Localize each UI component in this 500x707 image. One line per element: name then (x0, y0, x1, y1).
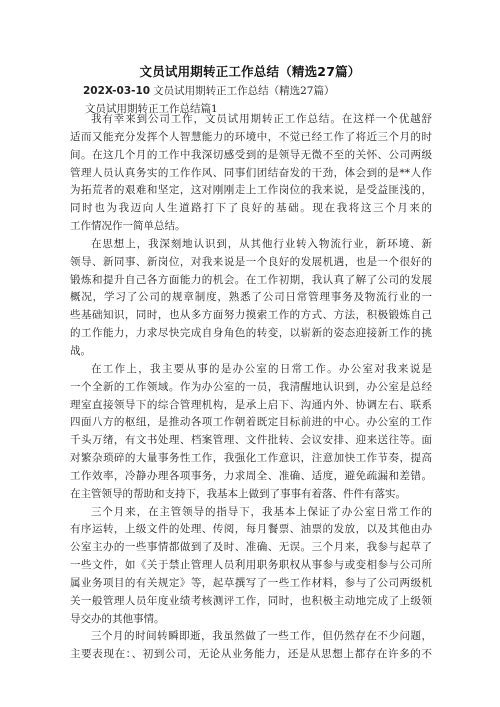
body-line: 的工作能力，力求尽快完成自身角色的转变，以崭新的姿态迎接新工作的挑 (70, 327, 432, 340)
body-line: 对繁杂琐碎的大量事务性工作，我强化工作意识，注意加快工作节奏，提高 (70, 452, 432, 465)
body-line: 在工作上，我主要从事的是办公室的日常工作。办公室对我来说是 (91, 362, 432, 375)
document-body (70, 111, 432, 664)
body-line: 千头万绪，有文书处理、档案管理、文件批转、会议安排、迎来送往等。面 (70, 434, 432, 447)
body-line: 公室主办的一些事情都做到了及时、准确、无误。三个月来，我参与起草了 (70, 541, 432, 554)
body-line: 在思想上，我深刻地认识到，从其他行业转入物流行业，新环境、新 (91, 237, 432, 250)
body-line: 领导、新同事、新岗位，对我来说是一个良好的发展机遇，也是一个很好的 (70, 255, 432, 268)
body-line: 间。在这几个月的工作中我深切感受到的是领导无微不至的关怀、公司两级 (70, 148, 432, 161)
body-line: 三个月来，在主管领导的指导下，我基本上保证了办公室日常工作的 (91, 505, 432, 518)
body-line: 关一般管理人员年度业绩考核测评工作，同时，也积极主动地完成了上级领 (70, 594, 432, 607)
meta-title: 文员试用期转正工作总结（精选27篇） (153, 85, 335, 97)
body-line: 理室直接领导下的综合管理机构，是承上启下、沟通内外、协调左右、联系 (70, 398, 432, 411)
body-line: 概况，学习了公司的规章制度，熟悉了公司日常管理事务及物流行业的一 (70, 291, 432, 304)
body-line: 锻炼和提升自己各方面能力的机会。在工作初期，我认真了解了公司的发展 (70, 273, 432, 286)
body-line: 我有幸来到公司工作，文员试用期转正工作总结。在这样一个优越舒 (91, 113, 432, 125)
publish-date: 202X-03-10 (83, 85, 151, 97)
body-line: 同时也为我迈向人生道路打下了良好的基础。现在我将这三个月来的 (70, 202, 432, 215)
body-line: 工作效率，冷静办理各项事务，力求周全、准确、适度，避免疏漏和差错。 (70, 469, 432, 482)
body-line: 主要表现在：、初到公司，无论从业务能力，还是从思想上都存在许多的不 (70, 648, 432, 661)
body-line: 一个全新的工作领域。作为办公室的一员，我清醒地认识到，办公室是总经 (70, 380, 432, 393)
document-meta (83, 83, 334, 98)
body-line: 些基础知识，同时，也从多方面努力摸索工作的方式、方法，积极锻炼自己 (70, 309, 432, 322)
body-line: 适而又能充分发挥个人智慧能力的环境中，不觉已经工作了将近三个月的时 (70, 130, 432, 143)
body-line: 战。 (70, 344, 91, 357)
body-line: 一些文件，如《关于禁止管理人员利用职务职权从事参与或变相参与公司所 (70, 559, 432, 572)
section-heading: 文员试用期转正工作总结篇1 (85, 103, 218, 115)
document-title: 文员试用期转正工作总结（精选27篇） (139, 64, 361, 79)
body-line: 有序运转，上级文件的处理、传阅，每月餐票、油票的发放，以及其他由办 (70, 523, 432, 536)
body-line: 管理人员认真务实的工作作风、同事们团结奋发的干劲，体会到的是**人作 (70, 166, 432, 179)
body-line: 属业务项目的有关规定》等，起草撰写了一些工作材料，参与了公司两级机 (70, 576, 432, 589)
body-line: 四面八方的枢纽，是推动各项工作朝着既定目标前进的中心。办公室的工作 (70, 416, 432, 429)
body-line: 工作情况作一简单总结。 (70, 220, 186, 233)
body-line: 导交办的其他事情。 (70, 612, 165, 625)
body-line: 在主管领导的帮助和支持下，我基本上做到了事事有着落、件件有落实。 (70, 487, 406, 500)
body-line: 为拓荒者的艰难和坚定，这对刚刚走上工作岗位的我来说，是受益匪浅的， (70, 184, 432, 197)
body-line: 三个月的时间转瞬即逝，我虽然做了一些工作，但仍然存在不少问题， (91, 630, 432, 643)
